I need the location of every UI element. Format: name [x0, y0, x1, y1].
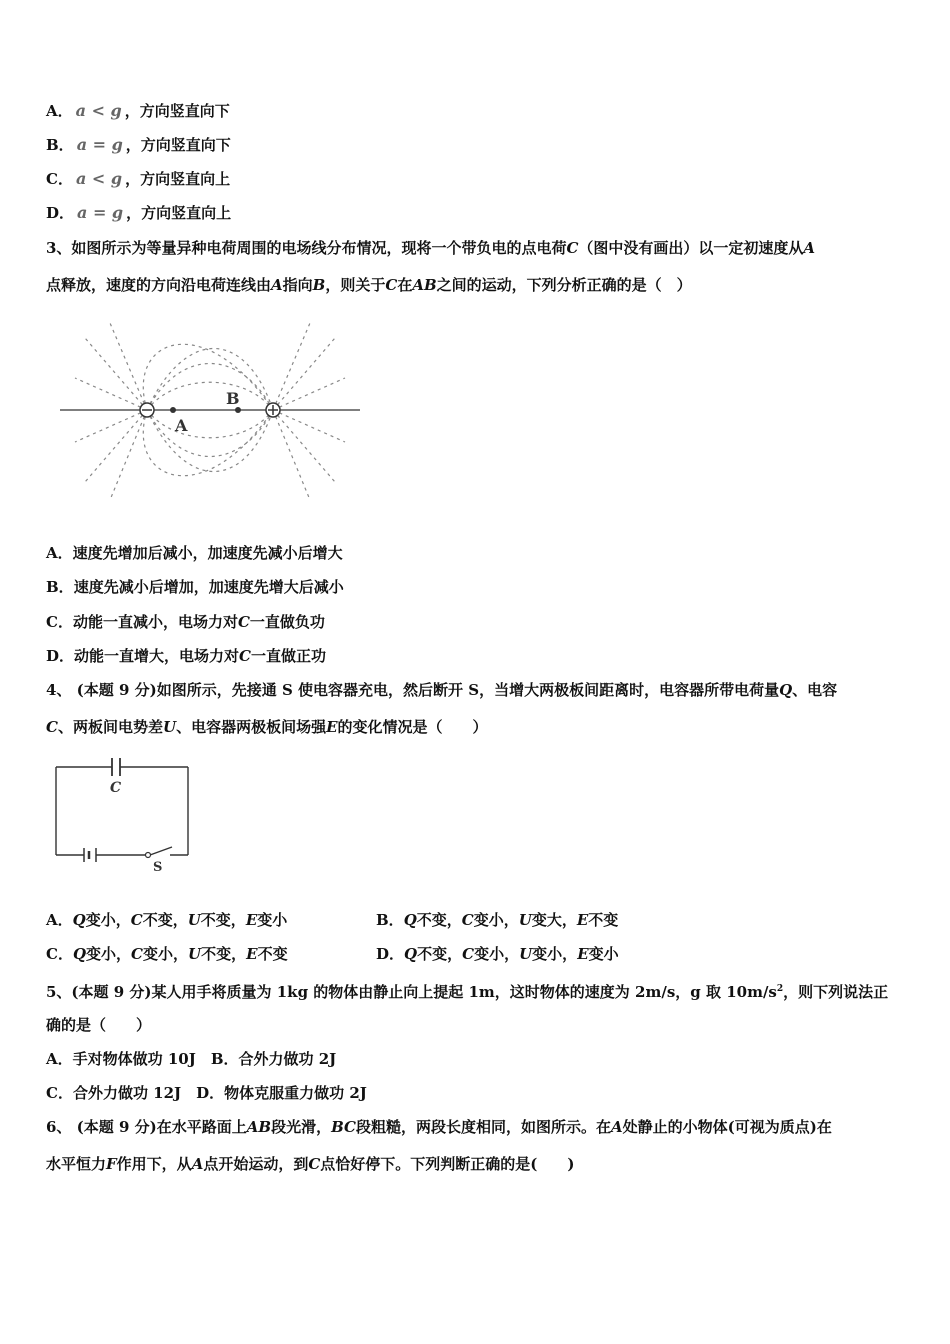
q5-options-row1: A．手对物体做功 10J B．合外力做功 2J — [46, 1050, 337, 1068]
q5-stem-line1: 5、(本题 9 分)某人用手将质量为 1kg 的物体由静止向上提起 1m，这时物体的速度为 2m/s，g 取 $10m/s^2$，则下列说法正 — [46, 983, 889, 1001]
q2-option-a: A． a < g ，方向竖直向下 — [46, 101, 230, 120]
q6-stem-line1: 6、 (本题 9 分)在水平路面上AB段光滑，BC段粗糙，两段长度相同，如图所示。在A处静止的小物体(可视为质点)在 — [46, 1118, 832, 1136]
q2-option-d: D． a = g ，方向竖直向上 — [46, 203, 232, 222]
q6-stem-line2: 水平恒力F作用下，从A点开始运动，到C点恰好停下。下列判断正确的是( ) — [46, 1155, 575, 1173]
switch-contact — [146, 853, 151, 858]
q4-stem-line1: 4、 (本题 9 分)如图所示，先接通 S 使电容器充电，然后断开 S，当增大两极板间距离时，电容器所带电荷量Q、电容 — [46, 681, 838, 699]
q5-stem-line2: 确的是（ ） — [46, 1016, 152, 1034]
q3-stem-line1: 3、如图所示为等量异种电荷周围的电场线分布情况，现将一个带负电的点电荷C（图中没有画出）以一定初速度从A — [46, 239, 816, 257]
point-a — [170, 407, 176, 413]
q2-option-b: B． a = g ，方向竖直向下 — [46, 135, 231, 154]
switch-lever — [150, 847, 172, 855]
q3-stem-line2: 点释放，速度的方向沿电荷连线由A指向B，则关于C在AB之间的运动，下列分析正确的是（ ） — [46, 276, 692, 294]
q4-stem-line2: C、两板间电势差U、电容器两极板间场强E的变化情况是（ ） — [46, 718, 488, 736]
q5-options-row2: C．合外力做功 12J D．物体克服重力做功 2J — [46, 1084, 367, 1102]
q4-options-row2 — [46, 944, 926, 964]
q3-option-c: C．动能一直减小，电场力对C一直做负功 — [46, 613, 325, 631]
q4-options-row1 — [46, 910, 926, 930]
q3-option-a: A．速度先增加后减小，加速度先减小后增大 — [46, 544, 343, 562]
q4-option-a: A．Q变小，C不变，U不变，E变小 — [46, 911, 288, 929]
q4-option-b: B．Q不变，C变小，U变大，E不变 — [376, 911, 619, 929]
q2-option-c: C． a < g ，方向竖直向上 — [46, 169, 231, 188]
q4-option-d: D．Q不变，C变小，U变小，E变小 — [376, 945, 619, 963]
q3-option-d: D．动能一直增大，电场力对C一直做正功 — [46, 647, 326, 665]
q4-option-c: C．Q变小，C变小，U不变，E不变 — [46, 945, 288, 963]
circuit-figure — [50, 755, 200, 873]
electric-field-figure — [55, 318, 365, 508]
q3-option-b: B．速度先减小后增加，加速度先增大后减小 — [46, 578, 344, 596]
label-a: A — [175, 416, 188, 435]
label-b: B — [226, 389, 240, 408]
label-s: S — [153, 860, 163, 873]
label-c: C — [110, 780, 122, 796]
field-lines — [75, 323, 345, 500]
